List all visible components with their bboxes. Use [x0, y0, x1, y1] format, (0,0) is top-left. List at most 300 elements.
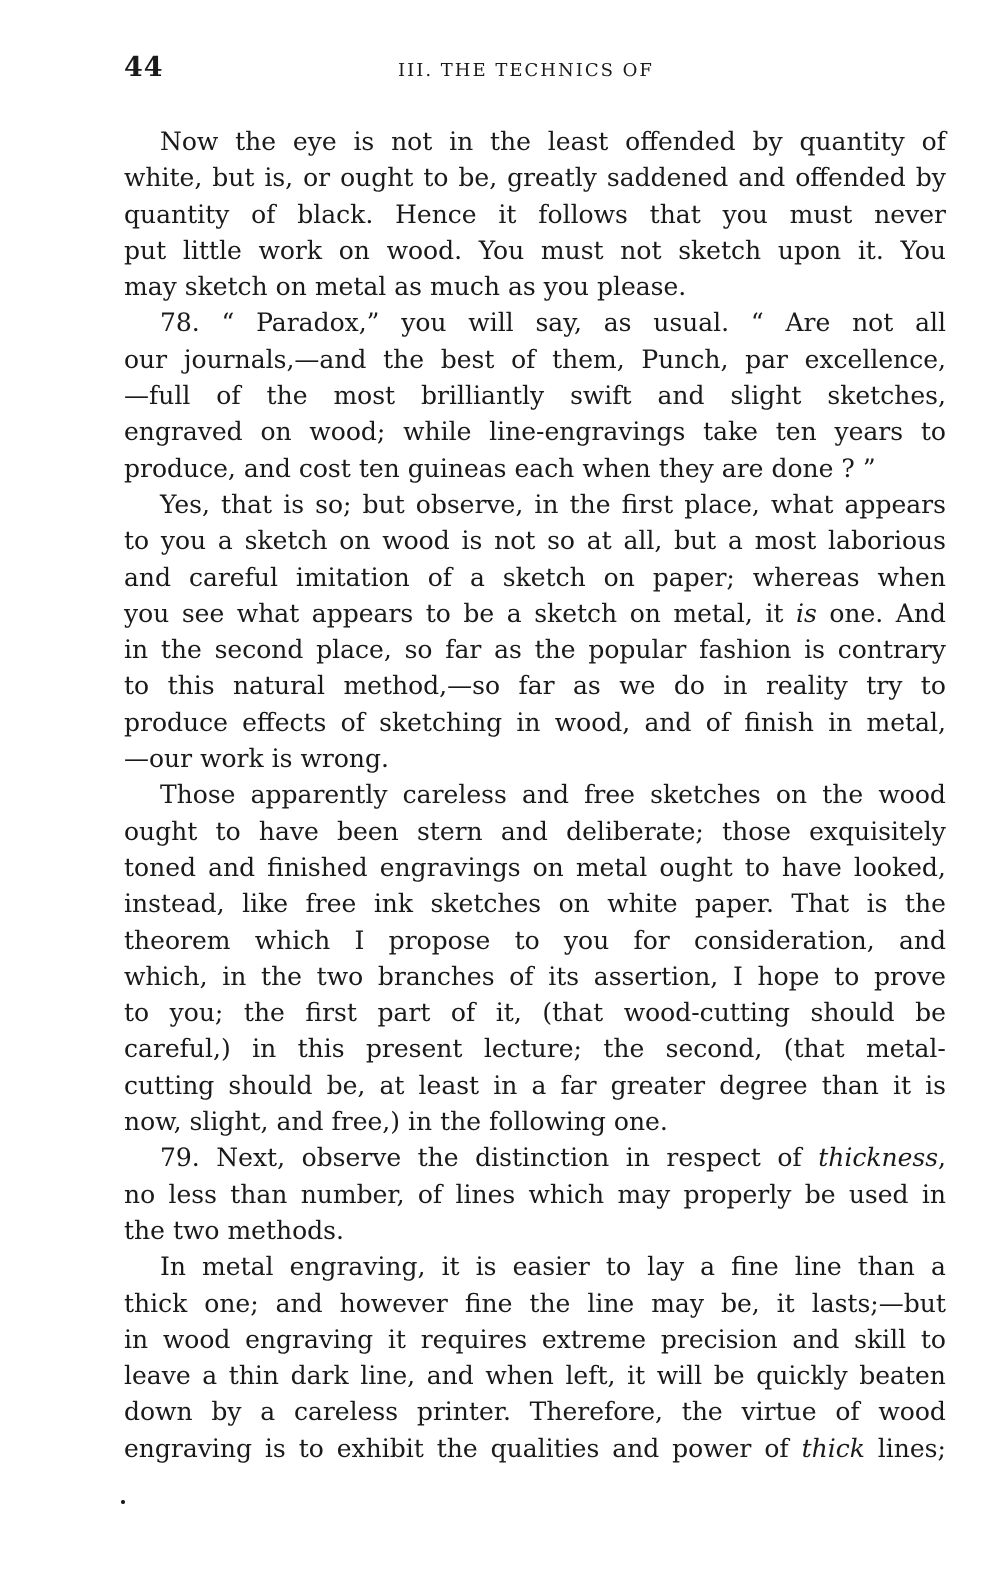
- word: That: [791, 889, 850, 919]
- word: on: [603, 562, 635, 592]
- word: place,: [316, 635, 392, 665]
- word: propose: [388, 925, 491, 955]
- running-head: III. THE TECHNICS OF: [398, 60, 654, 81]
- word: engraving: [245, 1324, 374, 1354]
- word: which: [254, 925, 331, 955]
- word: lay: [647, 1252, 685, 1282]
- word: thickness,: [818, 1143, 946, 1173]
- word: “: [750, 308, 764, 338]
- word: respect: [666, 1143, 761, 1173]
- word: that: [221, 489, 273, 519]
- word: to: [514, 925, 540, 955]
- word: guineas: [407, 453, 507, 483]
- word: extreme: [541, 1324, 647, 1354]
- word: wood,: [554, 707, 631, 737]
- word: follows: [538, 199, 628, 229]
- word: engraved: [124, 417, 243, 447]
- word: of: [835, 1397, 860, 1427]
- word: be: [915, 998, 946, 1028]
- word: but: [362, 489, 405, 519]
- word: those: [722, 816, 791, 846]
- word: a: [727, 526, 743, 556]
- word: and: [275, 1288, 323, 1318]
- word: the: [681, 1397, 723, 1427]
- text-line: [124, 1213, 946, 1249]
- word: by: [915, 163, 946, 193]
- word: less: [168, 1179, 217, 1209]
- word: fashion: [699, 635, 792, 665]
- word: of: [216, 381, 241, 411]
- word: be,: [326, 1070, 366, 1100]
- word: methods.: [227, 1215, 344, 1245]
- word: used: [848, 1179, 909, 1209]
- word: of: [511, 344, 536, 374]
- text-line: [124, 560, 946, 596]
- word: free: [584, 780, 635, 810]
- word: in: [534, 489, 559, 519]
- word: in: [828, 707, 853, 737]
- word: have: [258, 816, 319, 846]
- word: easier: [512, 1252, 590, 1282]
- word: metal: [314, 272, 387, 302]
- word: wood: [162, 1324, 231, 1354]
- word: branches: [377, 961, 495, 991]
- word: Yes,: [160, 489, 210, 519]
- word: second: [214, 635, 304, 665]
- word: slight,: [189, 1107, 269, 1137]
- text-line: [124, 487, 946, 523]
- word: work: [200, 744, 264, 774]
- word: degree: [719, 1070, 808, 1100]
- word: on: [532, 852, 564, 882]
- word: to: [425, 598, 451, 628]
- word: eye: [292, 127, 337, 156]
- word: of: [705, 707, 731, 737]
- word: far: [445, 635, 482, 665]
- word: part: [377, 998, 431, 1028]
- word: it.: [857, 235, 884, 265]
- word: careless: [293, 1397, 399, 1427]
- word: most: [754, 526, 817, 556]
- word: line: [794, 1252, 842, 1282]
- word: it: [892, 1070, 911, 1100]
- word: greatly: [507, 163, 597, 193]
- word: assertion,: [593, 961, 719, 991]
- word: is,: [264, 163, 294, 193]
- word: lines: [455, 1179, 516, 1209]
- word: least: [418, 1070, 480, 1100]
- word: you: [160, 526, 207, 556]
- text-line: [124, 1104, 946, 1140]
- word: ought: [340, 163, 414, 193]
- stray-print-mark: [121, 1500, 125, 1504]
- word: they: [658, 453, 714, 483]
- word: much: [430, 272, 500, 302]
- word: by: [752, 127, 783, 156]
- word: which: [528, 1179, 605, 1209]
- word: sketch: [678, 235, 762, 265]
- word: paper;: [652, 562, 735, 592]
- text-line: [124, 995, 946, 1031]
- word: is: [804, 635, 825, 665]
- word: exhibit: [336, 1433, 424, 1463]
- word: apparently: [250, 780, 388, 810]
- word: In: [160, 1252, 186, 1282]
- word: of: [777, 1143, 802, 1173]
- word: to: [920, 417, 946, 447]
- word: its: [548, 961, 580, 991]
- word: however: [339, 1288, 448, 1318]
- word: but: [212, 163, 255, 193]
- text-line: [124, 451, 946, 487]
- word: engravings: [379, 852, 521, 882]
- word: not: [620, 235, 662, 265]
- word: be: [463, 598, 495, 628]
- word: in: [921, 1179, 946, 1209]
- word: been: [337, 816, 399, 846]
- word: usual.: [653, 308, 730, 338]
- word: Now: [160, 127, 219, 156]
- word: slight: [730, 381, 802, 411]
- word: thick: [801, 1433, 865, 1463]
- word: popular: [588, 635, 687, 665]
- word: are: [721, 453, 764, 483]
- word: say,: [535, 308, 582, 338]
- word: appears: [844, 489, 946, 519]
- text-line: [124, 197, 946, 233]
- word: appears: [311, 598, 414, 628]
- word: to: [920, 671, 946, 701]
- word: thick: [124, 1288, 188, 1318]
- word: will: [656, 1361, 703, 1391]
- word: of: [340, 707, 365, 737]
- text-line: [124, 1286, 946, 1322]
- word: our: [124, 344, 168, 374]
- word: prove: [873, 961, 946, 991]
- word: the: [243, 998, 285, 1028]
- word: saddened: [606, 163, 729, 193]
- word: have: [781, 852, 842, 882]
- word: is: [264, 1433, 286, 1463]
- word: the: [261, 961, 302, 991]
- word: on: [260, 417, 292, 447]
- word: and: [738, 163, 786, 193]
- word: the: [436, 1433, 478, 1463]
- text-line: [124, 1068, 946, 1104]
- word: please.: [596, 272, 687, 302]
- word: free: [305, 889, 357, 919]
- word: the: [266, 381, 308, 411]
- word: is: [283, 489, 305, 519]
- word: (that: [783, 1034, 845, 1064]
- word: not: [852, 308, 894, 338]
- word: to: [605, 1252, 632, 1282]
- word: on: [275, 272, 307, 302]
- word: the: [603, 1034, 645, 1064]
- word: and: [500, 816, 548, 846]
- page-header: [124, 52, 946, 92]
- word: left,: [565, 1361, 616, 1391]
- word: when: [877, 562, 946, 592]
- word: the: [534, 635, 576, 665]
- word: a: [531, 1070, 547, 1100]
- word: thin: [228, 1361, 280, 1391]
- word: line: [587, 1288, 635, 1318]
- word: exquisitely: [809, 816, 946, 846]
- word: free,): [331, 1107, 400, 1137]
- word: a: [506, 598, 522, 628]
- word: is: [925, 1070, 946, 1100]
- word: observe: [301, 1143, 402, 1173]
- word: to: [423, 163, 449, 193]
- word: years: [834, 417, 904, 447]
- word: to: [920, 1324, 946, 1354]
- word: of: [509, 961, 534, 991]
- word: them,: [552, 344, 625, 374]
- word: it: [498, 199, 517, 229]
- word: deliberate;: [566, 816, 704, 846]
- word: be,: [458, 163, 498, 193]
- word: to: [215, 816, 241, 846]
- word: must: [540, 235, 604, 265]
- word: it: [387, 1324, 406, 1354]
- word: is: [475, 1252, 497, 1282]
- word: first: [305, 998, 357, 1028]
- word: (that: [542, 998, 604, 1028]
- word: so: [404, 635, 433, 665]
- word: you: [543, 272, 589, 302]
- text-line: [124, 1031, 946, 1067]
- word: but: [674, 526, 717, 556]
- word: finish: [744, 707, 814, 737]
- word: I: [732, 961, 743, 991]
- word: careful,): [124, 1034, 231, 1064]
- word: toned: [124, 852, 196, 882]
- word: is: [461, 526, 483, 556]
- word: upon: [777, 235, 842, 265]
- word: least: [547, 127, 609, 156]
- word: what: [770, 489, 834, 519]
- text-line: [124, 850, 946, 886]
- word: it,: [495, 998, 522, 1028]
- text-line: [124, 1177, 946, 1213]
- word: wood.: [386, 235, 463, 265]
- word: in: [625, 1143, 650, 1173]
- word: the: [904, 889, 946, 919]
- word: careless: [402, 780, 507, 810]
- word: engraving,: [289, 1252, 426, 1282]
- word: so;: [315, 489, 352, 519]
- word: you: [563, 925, 610, 955]
- word: dark: [290, 1361, 349, 1391]
- word: than: [857, 1252, 915, 1282]
- word: a: [260, 1397, 276, 1427]
- text-line: [124, 741, 946, 777]
- word: be: [713, 1361, 745, 1391]
- word: you: [722, 199, 768, 229]
- word: printer.: [416, 1397, 511, 1427]
- word: is: [271, 744, 293, 774]
- word: of: [427, 562, 452, 592]
- word: theorem: [124, 925, 231, 955]
- word: to: [124, 998, 150, 1028]
- text-line: [124, 1249, 946, 1285]
- word: all: [915, 308, 946, 338]
- word: in: [222, 961, 247, 991]
- word: most: [333, 381, 396, 411]
- word: second,: [665, 1034, 763, 1064]
- word: metal: [202, 1252, 274, 1282]
- word: leave: [124, 1361, 191, 1391]
- word: no: [124, 1179, 156, 1209]
- word: as: [507, 272, 536, 302]
- text-line: [124, 596, 946, 632]
- word: requires: [420, 1324, 528, 1354]
- word: and: [426, 1361, 474, 1391]
- word: you;: [169, 998, 224, 1028]
- word: sketch: [244, 526, 328, 556]
- word: two: [316, 961, 364, 991]
- word: precision: [660, 1324, 778, 1354]
- word: you: [401, 308, 447, 338]
- text-line: [124, 886, 946, 922]
- word: and: [612, 1433, 660, 1463]
- word: fine: [464, 1288, 513, 1318]
- word: as: [394, 272, 423, 302]
- word: paper.: [695, 889, 774, 919]
- word: sketch: [184, 272, 268, 302]
- word: sketches,: [827, 381, 946, 411]
- word: in: [124, 1324, 149, 1354]
- word: ten: [358, 453, 400, 483]
- text-line: [124, 124, 946, 160]
- word: in: [252, 1034, 277, 1064]
- word: I: [354, 925, 365, 955]
- word: —full: [124, 381, 191, 411]
- word: of: [251, 199, 276, 229]
- word: little: [182, 235, 242, 265]
- word: one.: [829, 598, 884, 628]
- word: at: [586, 526, 612, 556]
- word: par: [745, 344, 788, 374]
- word: must: [789, 199, 853, 229]
- word: metal-: [865, 1034, 946, 1064]
- word: number,: [300, 1179, 405, 1209]
- word: line,: [360, 1361, 416, 1391]
- word: looked,: [853, 852, 946, 882]
- text-line: [124, 1358, 946, 1394]
- word: produce,: [124, 453, 236, 483]
- word: brilliantly: [421, 381, 545, 411]
- word: than: [821, 1070, 879, 1100]
- word: engraving: [124, 1433, 252, 1463]
- word: this: [167, 671, 215, 701]
- text-line: [124, 523, 946, 559]
- word: to: [744, 852, 770, 882]
- word: the: [440, 1107, 482, 1137]
- word: place,: [684, 489, 760, 519]
- word: so: [547, 526, 575, 556]
- word: effects: [242, 707, 327, 737]
- word: may: [651, 1288, 704, 1318]
- word: is: [353, 127, 375, 156]
- word: is: [795, 598, 817, 628]
- text-line: [124, 378, 946, 414]
- word: as: [494, 635, 522, 665]
- word: swift: [570, 381, 632, 411]
- word: cutting: [124, 1070, 215, 1100]
- word: wood;: [309, 417, 386, 447]
- word: and: [898, 925, 946, 955]
- word: and: [657, 381, 705, 411]
- word: excellence,: [804, 344, 946, 374]
- word: Punch,: [641, 344, 729, 374]
- word: Hence: [395, 199, 477, 229]
- word: never: [874, 199, 946, 229]
- word: will: [468, 308, 514, 338]
- word: see: [181, 598, 225, 628]
- word: which,: [124, 961, 208, 991]
- word: black.: [297, 199, 374, 229]
- word: two: [172, 1215, 220, 1245]
- word: a: [700, 1252, 716, 1282]
- word: reality: [765, 671, 848, 701]
- word: journals,—and: [183, 344, 367, 374]
- word: to: [124, 671, 150, 701]
- word: and: [208, 852, 256, 882]
- word: by: [211, 1397, 242, 1427]
- word: line-engravings: [489, 417, 686, 447]
- body-text: [124, 124, 946, 1467]
- word: far: [560, 1070, 597, 1100]
- word: try: [866, 671, 903, 701]
- word: stern: [416, 816, 483, 846]
- word: as: [573, 671, 601, 701]
- word: natural: [233, 671, 326, 701]
- word: in: [407, 1107, 433, 1137]
- word: done: [771, 453, 834, 483]
- word: present: [365, 1034, 463, 1064]
- word: of: [921, 127, 946, 156]
- word: qualities: [490, 1433, 600, 1463]
- word: Paradox,”: [256, 308, 380, 338]
- word: and: [276, 1107, 324, 1137]
- word: the: [124, 1215, 165, 1245]
- word: you: [124, 598, 170, 628]
- text-line: [124, 1394, 946, 1430]
- word: offended: [795, 163, 906, 193]
- word: and: [124, 562, 172, 592]
- word: it: [627, 1361, 646, 1391]
- word: lines;: [877, 1433, 946, 1463]
- word: wrong.: [300, 744, 389, 774]
- word: Therefore,: [529, 1397, 663, 1427]
- word: “: [221, 308, 235, 338]
- text-line: [124, 668, 946, 704]
- word: of: [764, 1433, 789, 1463]
- word: first: [621, 489, 674, 519]
- word: wood: [878, 780, 946, 810]
- word: hope: [757, 961, 820, 991]
- word: And: [895, 598, 946, 628]
- word: You: [900, 235, 946, 265]
- text-line: [124, 632, 946, 668]
- word: the: [235, 127, 277, 156]
- word: on: [339, 526, 371, 556]
- word: wood: [382, 526, 450, 556]
- word: when: [485, 1361, 554, 1391]
- word: ought: [659, 852, 733, 882]
